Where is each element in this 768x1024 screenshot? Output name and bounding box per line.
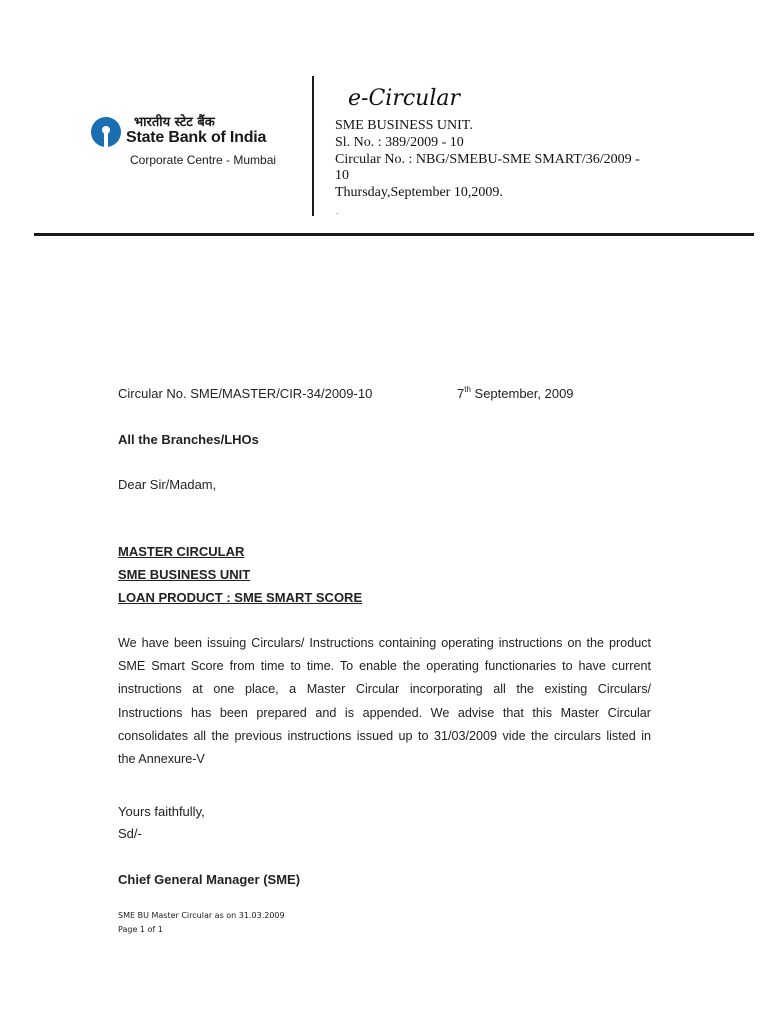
header-trailing-dot: . bbox=[336, 207, 339, 216]
footer-page-number: Page 1 of 1 bbox=[118, 925, 163, 934]
subject-line-business-unit: SME BUSINESS UNIT bbox=[118, 567, 251, 582]
document-title: e-Circular bbox=[348, 86, 460, 111]
date-rest: September, 2009 bbox=[470, 386, 574, 401]
circular-number-line2: 10 bbox=[335, 168, 349, 183]
paragraph-line: Instructions has been prepared and is appended. We advise that this Master Circular bbox=[118, 705, 651, 720]
circular-number-line1: Circular No. : NBG/SMEBU-SME SMART/36/2009 - bbox=[335, 152, 640, 167]
paragraph-line: the Annexure-V bbox=[118, 752, 205, 767]
serial-number: Sl. No. : 389/2009 - 10 bbox=[335, 135, 464, 150]
letter-circular-number: Circular No. SME/MASTER/CIR-34/2009-10 bbox=[118, 386, 373, 401]
bank-logo bbox=[88, 112, 288, 172]
paragraph-line: instructions at one place, a Master Circular incorporating all the existing Circulars/ bbox=[118, 682, 651, 697]
header-divider-vertical bbox=[312, 76, 314, 216]
signature: Sd/- bbox=[118, 826, 142, 841]
date-suffix: th bbox=[464, 385, 471, 394]
signatory-title: Chief General Manager (SME) bbox=[118, 872, 301, 887]
bank-name: State Bank of India bbox=[126, 129, 267, 146]
corporate-centre-label: Corporate Centre - Mumbai bbox=[130, 153, 277, 167]
subject-line-loan-product: LOAN PRODUCT : SME SMART SCORE bbox=[118, 590, 363, 605]
subject-line-master-circular: MASTER CIRCULAR bbox=[118, 544, 245, 559]
addressee: All the Branches/LHOs bbox=[118, 432, 259, 447]
paragraph-line: SME Smart Score from time to time. To enable the operating functionaries to have current bbox=[118, 659, 651, 674]
salutation: Dear Sir/Madam, bbox=[118, 477, 217, 492]
header-rule bbox=[34, 233, 754, 236]
business-unit: SME BUSINESS UNIT. bbox=[335, 118, 473, 133]
bank-name-hindi: भारतीय स्टेट बैंक bbox=[134, 115, 215, 130]
letter-date bbox=[457, 386, 574, 401]
footer-document-ref: SME BU Master Circular as on 31.03.2009 bbox=[118, 911, 285, 920]
body-paragraph bbox=[118, 632, 651, 771]
issue-date: Thursday,September 10,2009. bbox=[335, 185, 503, 200]
paragraph-line: consolidates all the previous instructions issued up to 31/03/2009 vide the circulars listed in bbox=[118, 728, 651, 743]
closing: Yours faithfully, bbox=[118, 804, 205, 819]
sbi-keyhole-icon bbox=[90, 116, 122, 148]
paragraph-line: We have been issuing Circulars/ Instructions containing operating instructions on the product bbox=[118, 636, 651, 650]
date-day: 7 bbox=[457, 386, 465, 401]
